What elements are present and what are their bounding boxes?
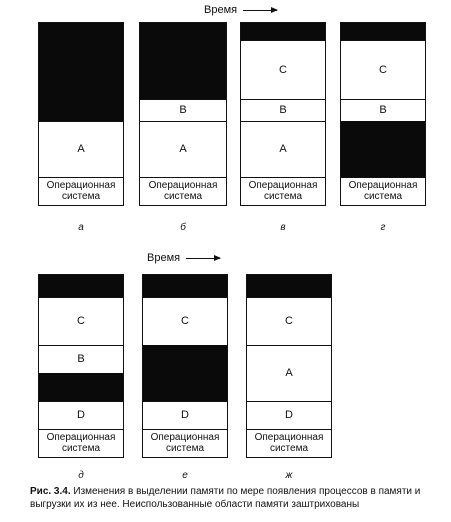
os-label-line1: Операционная (46, 432, 116, 443)
process-label: C (285, 315, 293, 327)
os-label-line2: система (61, 443, 101, 454)
process-region (143, 401, 227, 430)
process-label: D (285, 409, 293, 421)
os-label-line2: система (61, 191, 101, 202)
os-region (140, 177, 226, 205)
process-region (341, 40, 425, 100)
caption-text: Изменения в выделении памяти по мере появления процессов в памяти и выгрузки их из нее. Неиспользованные области памяти заштрихованы (30, 486, 421, 510)
free-memory-region (341, 121, 425, 178)
free-memory-region (341, 23, 425, 41)
process-label: D (181, 409, 189, 421)
os-label-line1: Операционная (148, 180, 218, 191)
panel-label: д (78, 470, 84, 481)
process-region (140, 121, 226, 178)
free-memory-region (140, 23, 226, 100)
free-memory-region (247, 275, 331, 298)
os-label-line1: Операционная (248, 180, 318, 191)
memory-block (139, 22, 227, 206)
process-label: A (285, 367, 293, 379)
panel-label: а (78, 222, 84, 233)
process-region (247, 401, 331, 430)
process-region (39, 401, 123, 430)
process-region (247, 345, 331, 402)
process-region (140, 99, 226, 122)
process-region (241, 99, 325, 122)
os-region (39, 177, 123, 205)
arrow-right-icon (186, 258, 220, 259)
free-memory-region (39, 373, 123, 402)
memory-block (246, 274, 332, 458)
memory-block (142, 274, 228, 458)
process-region (143, 297, 227, 346)
process-region (341, 99, 425, 122)
process-region (39, 345, 123, 374)
process-label: C (279, 63, 287, 76)
os-label-line2: система (269, 443, 309, 454)
free-memory-region (39, 23, 123, 122)
process-region (241, 40, 325, 100)
figure-number: Рис. 3.4. (30, 486, 71, 497)
process-region (241, 121, 325, 178)
free-memory-region (39, 275, 123, 298)
process-region (39, 297, 123, 346)
time-label-text: Время (204, 4, 238, 16)
arrow-right-icon (243, 10, 277, 11)
memory-block (38, 22, 124, 206)
os-region (143, 429, 227, 457)
os-label-line2: система (263, 191, 303, 202)
os-label-line1: Операционная (254, 432, 324, 443)
os-region (241, 177, 325, 205)
memory-block (38, 274, 124, 458)
process-label: C (181, 315, 189, 327)
os-region (39, 429, 123, 457)
os-region (247, 429, 331, 457)
process-label: A (77, 143, 85, 155)
memory-block (240, 22, 326, 206)
process-region (247, 297, 331, 346)
process-label: D (77, 409, 85, 421)
os-label-line2: система (163, 191, 203, 202)
process-label: A (179, 143, 187, 155)
os-label-line1: Операционная (46, 180, 116, 191)
process-label: B (77, 353, 85, 365)
process-label: B (379, 104, 387, 116)
time-label-bottom (147, 252, 220, 264)
memory-block (340, 22, 426, 206)
free-memory-region (241, 23, 325, 41)
panel-label: в (280, 222, 286, 233)
os-label-line1: Операционная (348, 180, 418, 191)
os-label-line2: система (363, 191, 403, 202)
process-label: A (279, 143, 287, 155)
panel-label: е (182, 470, 188, 481)
os-label-line1: Операционная (150, 432, 220, 443)
process-label: B (179, 104, 187, 116)
time-label-text: Время (147, 252, 181, 264)
process-label: C (379, 63, 387, 76)
process-region (39, 121, 123, 178)
panel-label: б (180, 222, 186, 233)
free-memory-region (143, 345, 227, 402)
panel-label: г (380, 222, 386, 233)
os-region (341, 177, 425, 205)
free-memory-region (143, 275, 227, 298)
process-label: B (279, 104, 287, 116)
time-label-top (204, 4, 277, 16)
panel-label: ж (285, 470, 293, 481)
os-label-line2: система (165, 443, 205, 454)
process-label: C (77, 315, 85, 327)
figure-caption (30, 485, 435, 511)
